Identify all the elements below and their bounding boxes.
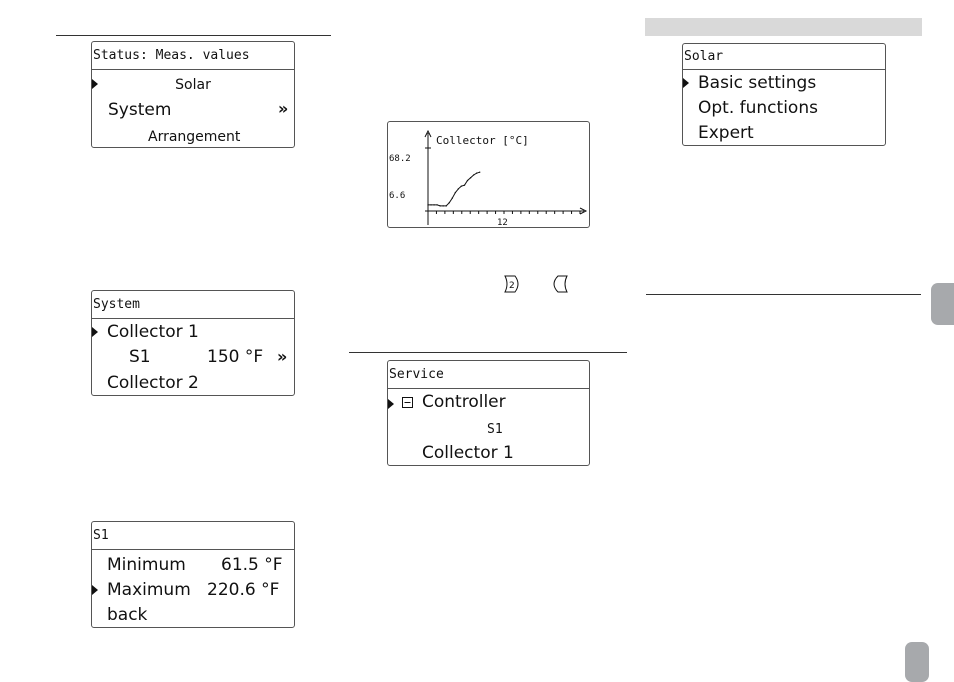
data-point [455,192,456,193]
menu-item-solar[interactable]: Solar [175,77,211,93]
back-key-icon[interactable] [548,275,570,293]
status-measurement-display [91,41,295,148]
maximum-value: 220.6 °F [207,580,280,600]
minimum-label: Minimum [107,555,186,575]
data-point [433,204,434,205]
selection-pointer-icon [388,399,394,409]
data-point [449,202,450,203]
data-point [470,177,471,178]
s1-display [91,521,295,628]
display-header: Service [388,361,589,389]
data-point [430,204,431,205]
chart-title: Collector [°C] [436,134,529,147]
data-point [446,205,447,206]
menu-item-collector-1[interactable]: Collector 1 [107,322,199,342]
data-point [473,174,474,175]
data-point [427,204,428,205]
selection-pointer-icon [683,78,689,88]
xtick-label: 12 [497,218,508,227]
submenu-chevron-icon: » [278,99,286,118]
data-point [467,180,468,181]
selection-pointer-icon [92,327,98,337]
display-header: System [92,291,294,319]
service-display [387,360,590,466]
menu-item-collector-1[interactable]: Collector 1 [422,443,514,463]
menu-item-opt-functions[interactable]: Opt. functions [698,98,818,118]
middle-rule [349,352,627,353]
data-point [461,185,462,186]
back-item[interactable]: back [107,605,148,625]
sensor-value-s1: 150 °F [207,347,264,367]
menu-item-basic-settings[interactable]: Basic settings [698,73,817,93]
chapter-tab [931,283,954,325]
menu-item-expert[interactable]: Expert [698,123,754,143]
sensor-label-s1: S1 [129,347,151,367]
menu-item-controller[interactable]: Controller [422,392,506,412]
data-point [437,204,438,205]
ytick-label-high: 68.2 [389,154,411,164]
collector-series-line [428,172,480,206]
data-point [443,205,444,206]
collector-chart-display [387,121,590,228]
data-point [464,185,465,186]
key-2-label: 2 [509,281,515,291]
data-point [458,188,459,189]
data-point [476,173,477,174]
right-header-bar [645,18,922,36]
display-header: S1 [92,522,294,550]
minimum-value: 61.5 °F [221,555,283,575]
collapse-box-icon[interactable] [402,397,414,409]
selection-pointer-icon [92,585,98,595]
data-point [452,197,453,198]
submenu-chevron-icon: » [277,347,285,366]
right-rule [646,294,921,295]
menu-item-system[interactable]: System [108,100,172,120]
display-header: Status: Meas. values [92,42,294,70]
data-point [479,172,480,173]
collector-chart [388,122,589,227]
ytick-label-low: 6.6 [389,191,406,201]
solar-display [682,43,886,146]
display-header: Solar [683,44,885,70]
menu-item-arrangement[interactable]: Arrangement [148,129,241,145]
menu-item-s1[interactable]: S1 [487,422,503,437]
maximum-label[interactable]: Maximum [107,580,191,600]
key-2-icon[interactable] [503,275,523,293]
page-tab [905,642,929,682]
data-point [440,205,441,206]
menu-item-collector-2[interactable]: Collector 2 [107,373,199,393]
system-display [91,290,295,396]
top-rule-left [56,35,331,36]
